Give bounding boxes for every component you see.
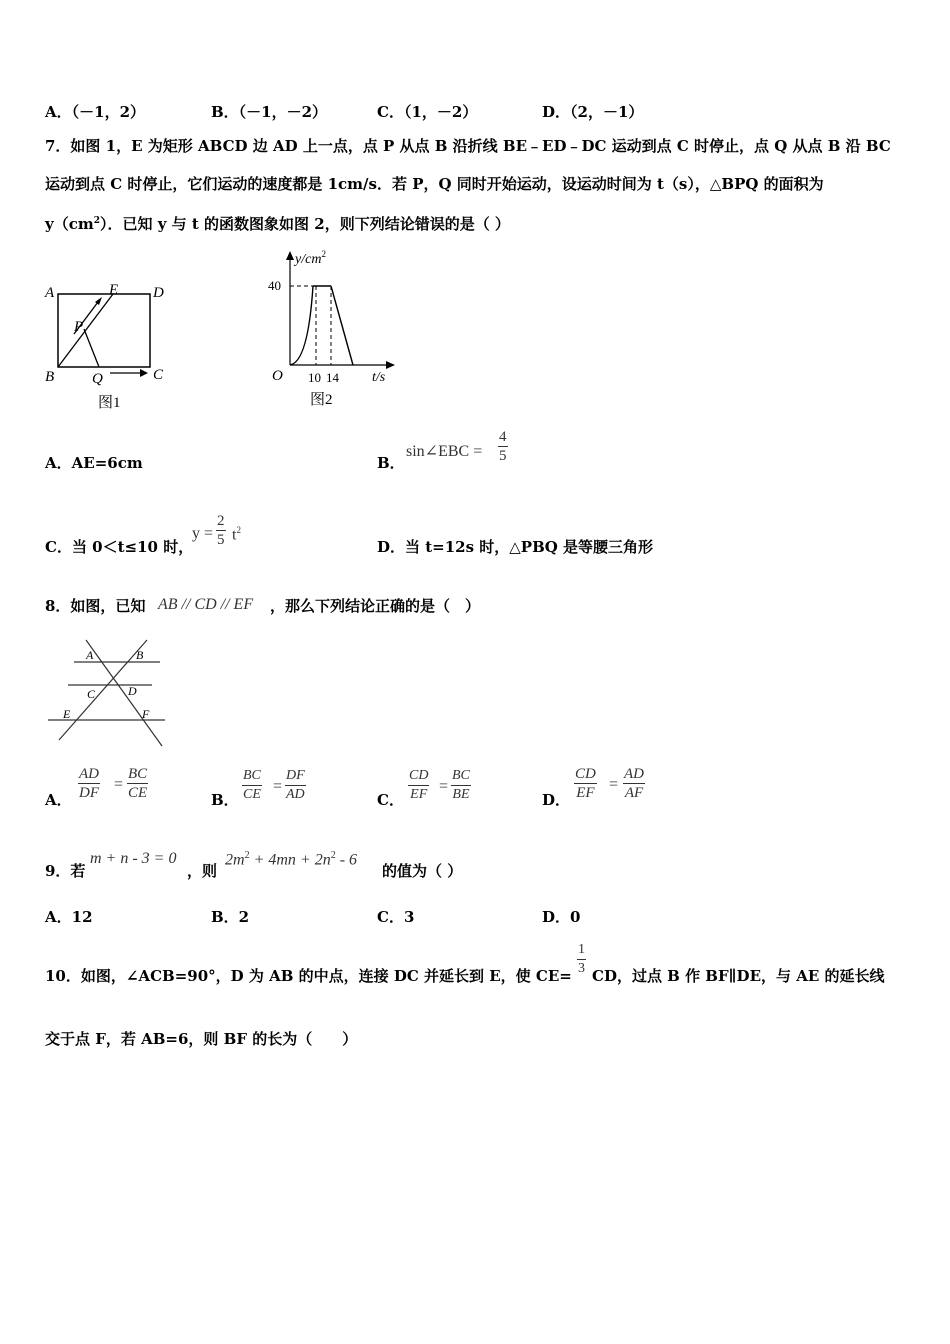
q8-figure xyxy=(44,636,174,751)
fig2-y-label: $y/cm^2$ xyxy=(295,249,326,267)
q8-option-c-frac2: $\frac{BC}{BE}$ xyxy=(452,768,470,802)
q10-stem-line2: 交于点 F，若 AB=6，则 BF 的长为（ ） xyxy=(45,1030,358,1048)
q9-stem-c: 的值为（ ） xyxy=(382,862,463,880)
q8-option-b-frac1: $\frac{BC}{CE}$ xyxy=(243,768,261,802)
q9-condition: m + n - 3 = 0 xyxy=(90,850,177,867)
fig2-x-label: t/s xyxy=(372,370,386,385)
q8-option-a-frac1: $\frac{AD}{DF}$ xyxy=(79,766,99,801)
q7-option-b-label: B． xyxy=(377,454,405,472)
q8-fig-label-c: C xyxy=(87,687,96,701)
q9-stem-a: 9．若 xyxy=(45,862,86,880)
fig2-tick-14: 14 xyxy=(326,370,339,385)
fig1-label-a: A xyxy=(45,285,55,301)
fig2-caption: 图2 xyxy=(310,392,333,408)
q9-option-a: A．12 xyxy=(45,908,93,926)
q6-option-a: A．（－1，2） xyxy=(45,103,146,121)
q7-stem-line2: 运动到点 C 时停止，它们运动的速度都是 1cm/s．若 P，Q 同时开始运动，设运动时间为 t（s），△BPQ 的面积为 xyxy=(45,175,824,193)
q6-option-c: C．（1，－2） xyxy=(377,103,478,121)
q7-figure-2 xyxy=(268,250,408,410)
q6-option-d: D．（2，－1） xyxy=(542,103,644,121)
q8-option-d-frac1: $\frac{CD}{EF}$ xyxy=(575,766,596,801)
fig2-origin: O xyxy=(272,368,283,384)
q7-option-c-term: $t^2$ xyxy=(232,525,241,544)
q8-fig-label-a: A xyxy=(86,648,94,662)
q6-option-b: B．（－1，－2） xyxy=(211,103,328,121)
fig2-tick-40: 40 xyxy=(268,278,281,293)
q9-option-c: C．3 xyxy=(377,908,415,926)
q7-option-a: A．AE=6cm xyxy=(45,454,143,472)
q8-option-a-eq: = xyxy=(114,776,124,793)
fig2-tick-10: 10 xyxy=(308,370,321,385)
q7-option-c-label: C．当 0＜t≤10 时， xyxy=(45,538,194,556)
q10-fraction: $\frac{1}{3}$ xyxy=(578,942,585,976)
q9-option-b: B．2 xyxy=(211,908,250,926)
q8-fig-label-e: E xyxy=(63,707,71,721)
q7-option-c-expr: y = xyxy=(192,525,214,542)
q7-stem-line1: 7．如图 1，E 为矩形 ABCD 边 AD 上一点，点 P 从点 B 沿折线 BE﹣ED﹣DC 运动到点 C 时停止，点 Q 从点 B 沿 BC xyxy=(45,137,891,155)
q7-option-b-fraction: $\frac{4}{5}$ xyxy=(499,429,507,464)
q8-fig-label-b: B xyxy=(136,648,144,662)
q10-stem-line1a: 10．如图，∠ACB=90°，D 为 AB 的中点，连接 DC 并延长到 E，使 CE= xyxy=(45,967,572,985)
q7-figure-1 xyxy=(40,278,220,411)
q8-option-c-label: C． xyxy=(377,791,404,809)
q8-stem-b: ，那么下列结论正确的是（ ） xyxy=(270,597,481,615)
q8-option-b-eq: = xyxy=(273,778,283,795)
fig1-label-q: Q xyxy=(92,371,103,387)
q7-stem-line3: $y(cm^2)$．已知 y 与 t 的函数图象如图 2，则下列结论错误的是（ ） xyxy=(45,215,510,233)
q9-expression: $2m^2 + 4mn + 2n^2 - 6$ xyxy=(225,850,358,869)
fig1-label-d: D xyxy=(153,285,164,301)
q8-option-b-label: B． xyxy=(211,791,239,809)
fig1-label-c: C xyxy=(153,367,164,383)
q7-option-d: D．当 t=12s 时，△PBQ 是等腰三角形 xyxy=(377,538,654,556)
q7-option-c-fraction: $\frac{2}{5}$ xyxy=(217,513,225,548)
q8-option-c-frac1: $\frac{CD}{EF}$ xyxy=(409,768,429,802)
q8-stem-expr: AB // CD // EF xyxy=(158,596,254,613)
q8-fig-label-d: D xyxy=(128,684,137,698)
q8-option-d-frac2: $\frac{AD}{AF}$ xyxy=(624,766,644,801)
q9-stem-b: ，则 xyxy=(187,862,218,880)
q8-option-a-frac2: $\frac{BC}{CE}$ xyxy=(128,766,148,801)
q9-option-d: D．0 xyxy=(542,908,581,926)
q7-option-b-expr: sin∠EBC = xyxy=(406,443,483,460)
fig1-caption: 图1 xyxy=(98,395,121,411)
q10-stem-line1b: CD，过点 B 作 BF∥DE，与 AE 的延长线 xyxy=(592,967,885,985)
q8-option-d-eq: = xyxy=(609,776,619,793)
q8-option-d-label: D． xyxy=(542,791,571,809)
q8-option-c-eq: = xyxy=(439,778,449,795)
q8-option-b-frac2: $\frac{DF}{AD}$ xyxy=(286,768,305,802)
q8-fig-label-f: F xyxy=(142,707,150,721)
q8-option-a-label: A． xyxy=(45,791,72,809)
fig1-label-b: B xyxy=(45,369,55,385)
fig1-label-e: E xyxy=(109,282,119,298)
q8-stem-a: 8．如图，已知 xyxy=(45,597,146,615)
fig1-label-p: P xyxy=(74,319,84,335)
